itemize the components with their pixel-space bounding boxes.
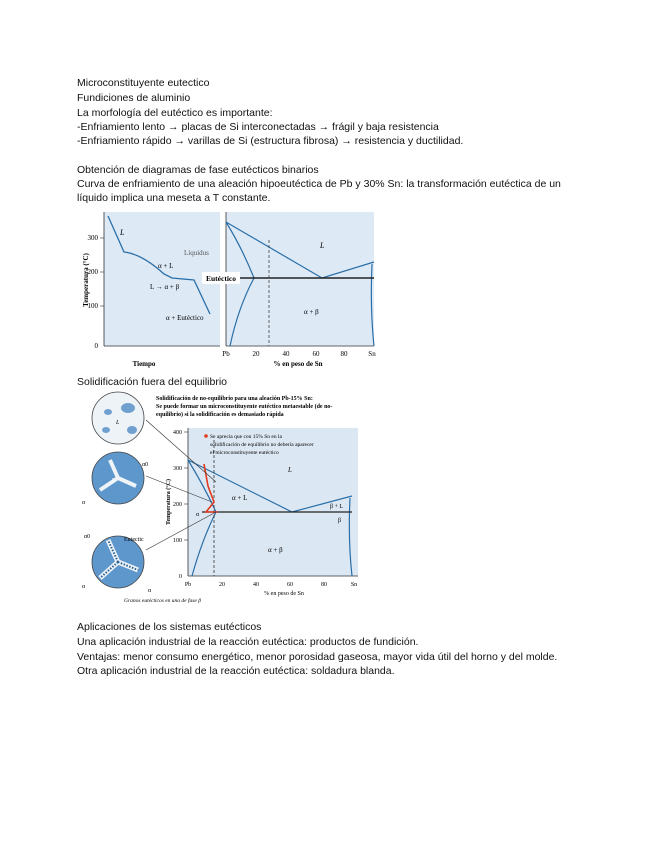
section1-subheading: Fundiciones de aluminio [77,92,191,104]
phase-xtick: Pb [222,350,230,358]
section4-line-2: Ventajas: menor consumo energético, menor porosidad gaseosa, mayor vida útil del horno y del molde. [77,651,558,663]
section4-line-3: Otra aplicación industrial de la reacción eutéctica: soldadura blanda. [77,665,395,677]
eutectic-label: Eutéctico [206,274,236,283]
cooling-ytick: 300 [87,234,98,242]
micro-label-l-alpha: L [112,478,116,484]
figure2-ytick: 300 [173,466,182,472]
section2-heading: Obtención de diagramas de fase eutécticos binarios [77,164,319,176]
micro-label-alpha-3: α [148,588,152,594]
figure2-xtick: 20 [219,582,225,588]
figure2-label-alpha-beta: α + β [268,546,283,554]
figure2-xtick: 80 [321,582,327,588]
cooling-ylabel: Temperatura (°C) [82,253,90,307]
figure2-caption-title: Solidificación de no-equilibrio para una aleación Pb-15% Sn: [156,396,313,402]
figure2-label-beta-l: β + L [330,504,344,510]
figure2-bottom-caption: Granos eutécticos en una de fase β [124,598,201,604]
micro-label-alpha-2: α [82,584,86,590]
figure2-note-line-3: el microconstituyente eutéctico [210,450,279,456]
microstructure-eutectic [92,536,144,588]
microstructure-alpha-grains [92,452,144,504]
figure2-xtick: Sn [350,582,358,588]
figure2-caption-line-1: Se puede formar un microconstituyente eutéctico metaestable (de no- [156,404,333,410]
microstructure-liquid [92,392,144,444]
phase-xtick: 40 [282,350,290,358]
figure2-xtick: 40 [253,582,259,588]
section4-line-1: Una aplicación industrial de la reacción eutéctica: productos de fundición. [77,636,419,648]
figure2-ytick: 0 [179,574,182,580]
figure2-note-line-2: solidificación de equilibrio no debería aparecer [210,442,314,448]
cooling-ytick: 0 [94,342,98,350]
figure2-xlabel: % en peso de Sn [264,591,304,597]
cooling-label-alpha-eutectic: α + Eutéctico [166,314,204,322]
cooling-ytick: 100 [87,302,98,310]
cooling-label-l-to-alpha-beta: L → α + β [150,283,180,291]
micro-label-l: L [116,420,120,426]
figure2-note-line-1: Se aprecia que con 15% Sn en la [210,434,282,440]
figure2-label-beta: β [338,518,342,524]
phase-xtick: Sn [368,350,376,358]
section2-line-2: líquido implica una meseta a T constante. [77,192,271,204]
figure2-caption-line-2: equilibrio) si la solidificación es demasiado rápida [156,412,284,418]
micro-label-alpha0: α0 [142,462,149,468]
section3-heading: Solidificación fuera del equilibrio [77,376,228,388]
figure2-ytick: 400 [173,430,182,436]
figure-cooling-curve-phase-diagram [76,208,380,372]
cooling-label-alpha-l: α + L [158,262,174,270]
cooling-label-liquidus: Líquidus [184,249,209,257]
figure2-ylabel: Temperatura (°C) [166,478,172,526]
cooling-xlabel: Tiempo [132,360,156,368]
figure2-label-alpha: α [196,512,200,518]
figure2-xtick: Pb [184,582,192,588]
cooling-ytick: 200 [87,268,98,276]
micro-label-eutectic: Eutectic [124,537,144,543]
section1-bullet-2: -Enfriamiento rápido → varillas de Si (estructura fibrosa) → resistencia y ductilidad. [77,135,464,147]
section1-intro: La morfología del eutéctico es importante: [77,107,273,119]
phase-xtick: 80 [340,350,348,358]
phase-xtick: 60 [312,350,320,358]
cooling-label-L: L [120,228,125,237]
section2-line-1: Curva de enfriamiento de una aleación hipoeutéctica de Pb y 30% Sn: la transformación eutéctica de un [77,178,561,190]
phase-xtick: 20 [252,350,260,358]
phase-xlabel: % en peso de Sn [273,360,323,368]
phase-label-L: L [320,241,325,250]
figure-non-equilibrium-solidification [80,390,370,608]
micro-label-alpha0-2: α0 [84,534,91,540]
micro-label-alpha: α [82,500,86,506]
figure2-ytick: 100 [173,538,182,544]
phase-label-alpha-beta: α + β [304,308,319,316]
section1-bullet-1: -Enfriamiento lento → placas de Si interconectadas → frágil y baja resistencia [77,121,439,133]
figure2-ytick: 200 [173,502,182,508]
figure2-label-alpha-l: α + L [232,494,248,502]
phase-diagram-background [226,212,374,346]
section4-heading: Aplicaciones de los sistemas eutécticos [77,621,262,633]
section1-heading: Microconstituyente eutectico [77,77,210,89]
figure2-label-L: L [288,466,292,474]
figure2-xtick: 60 [287,582,293,588]
